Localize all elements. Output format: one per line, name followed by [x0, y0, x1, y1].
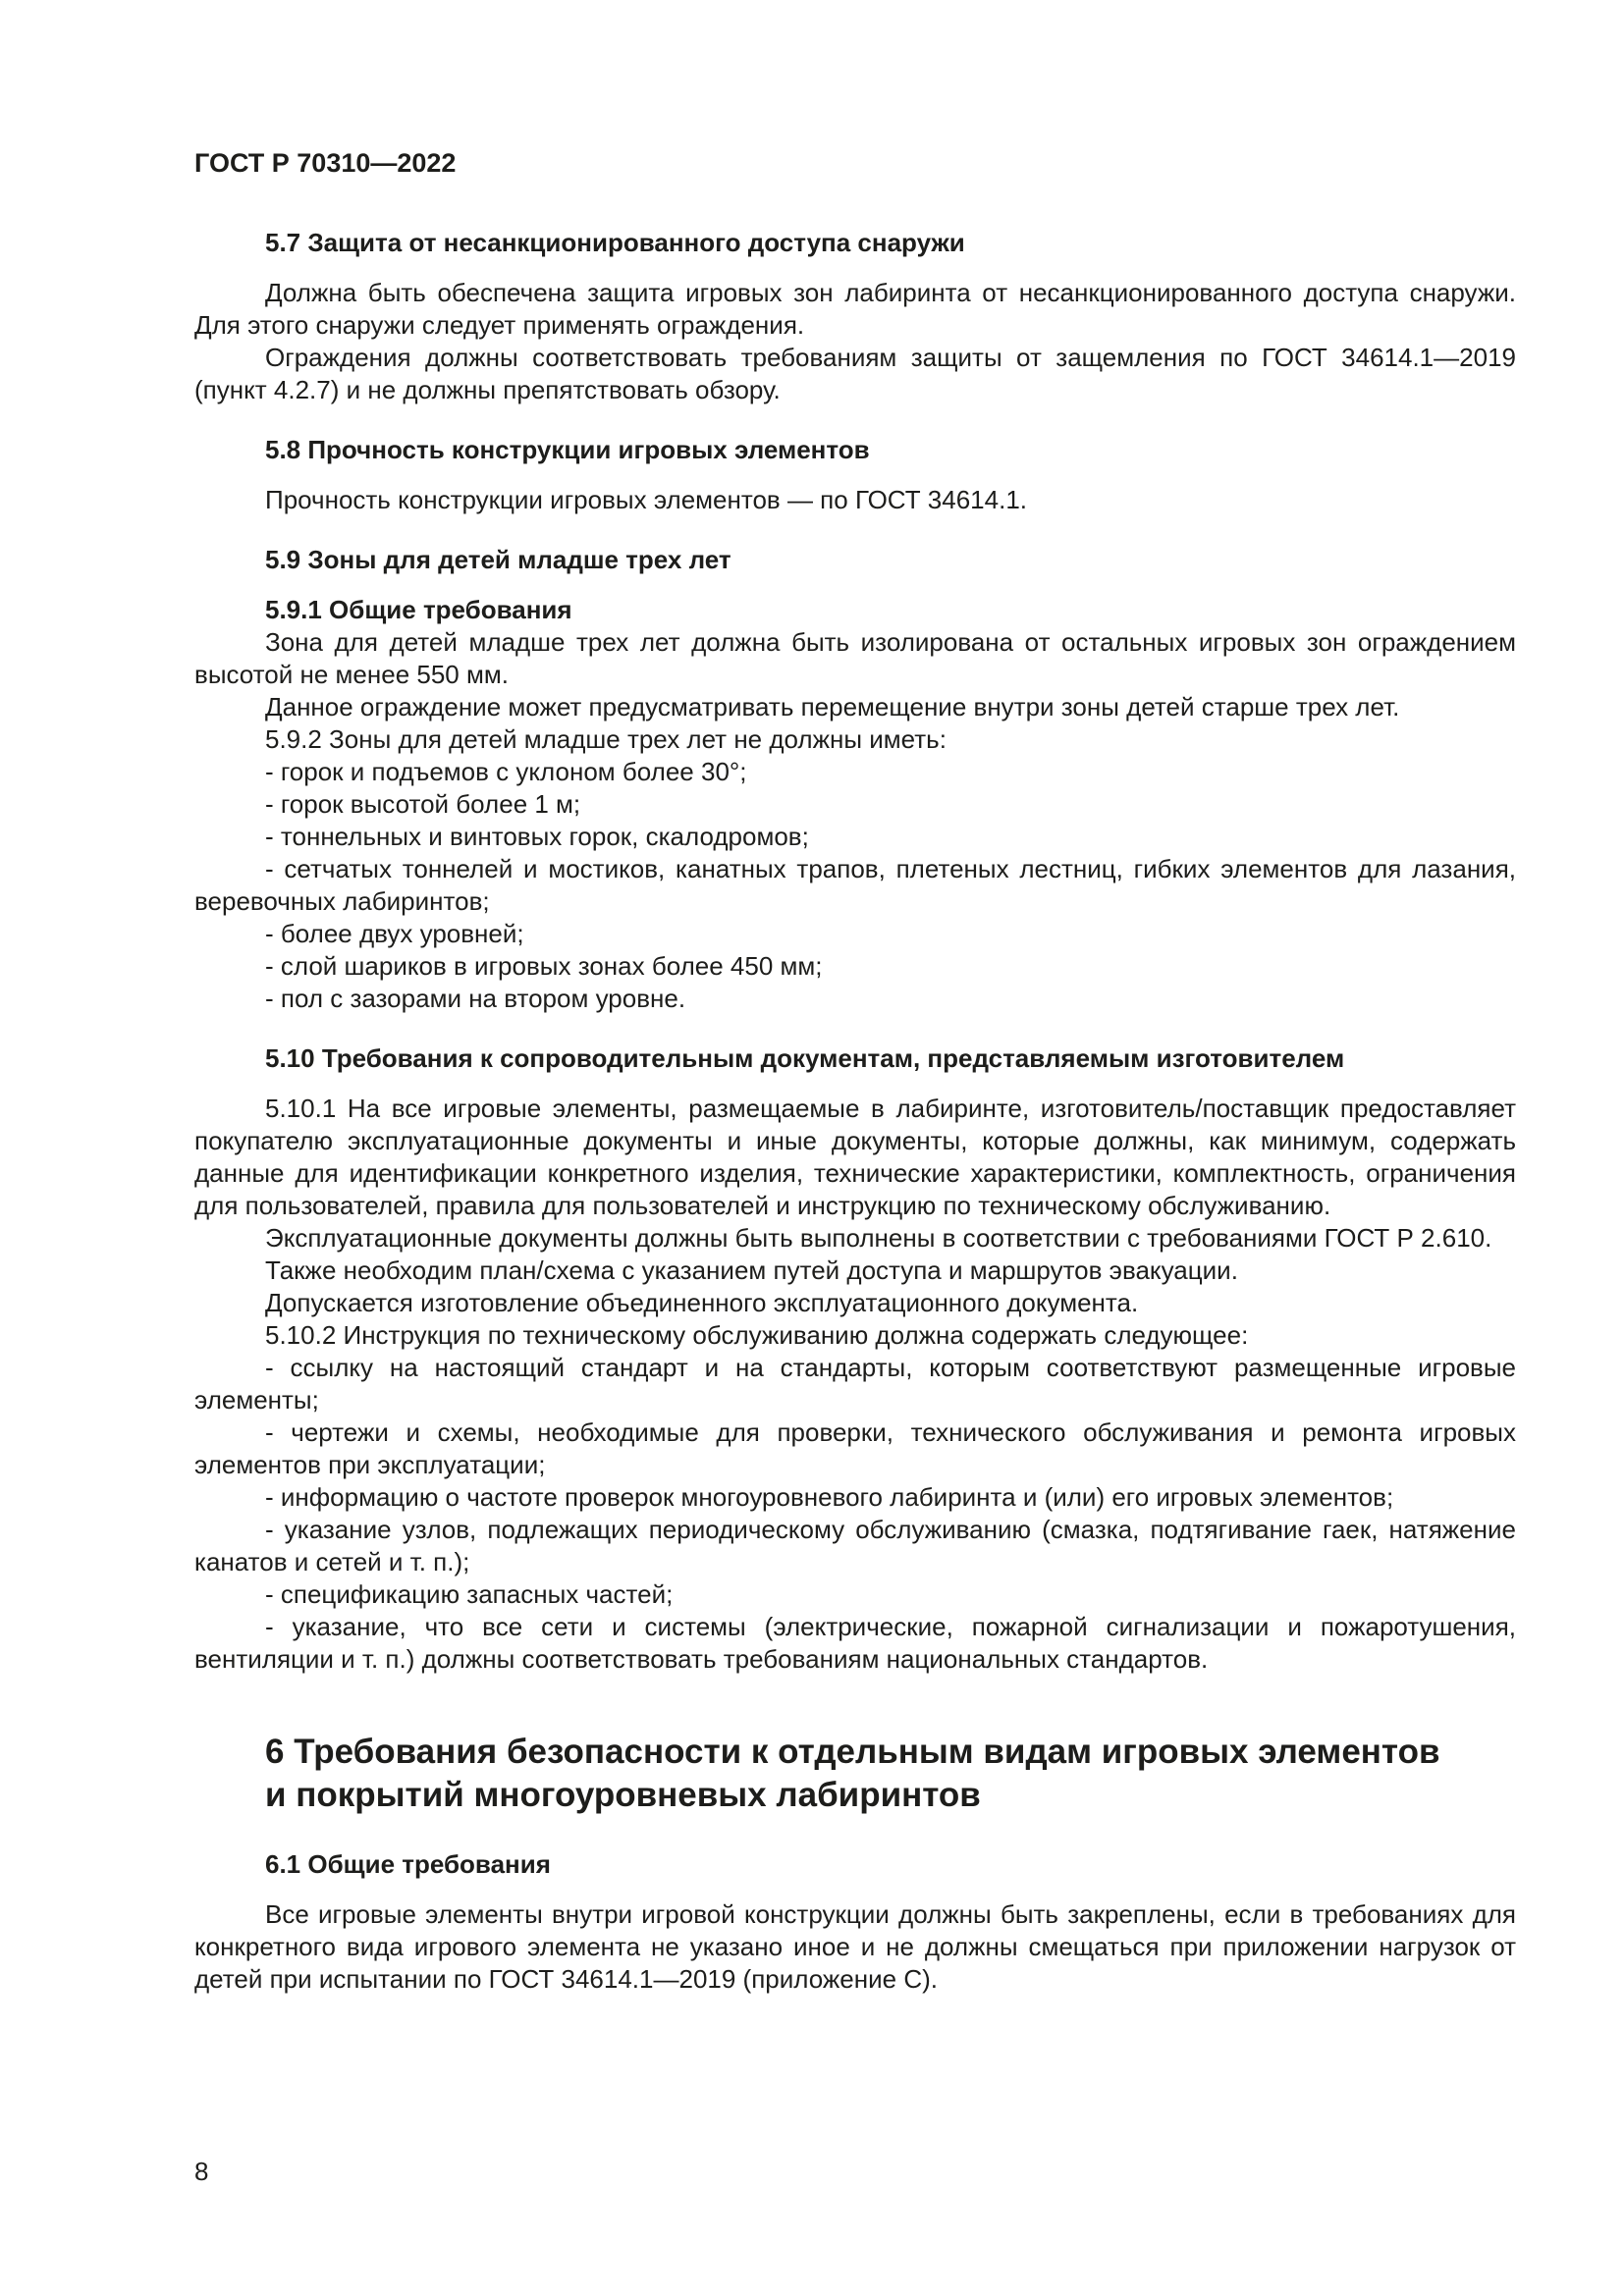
list-item: - спецификацию запасных частей; — [265, 1579, 674, 1609]
section-5-10-2-intro: 5.10.2 Инструкция по техническому обслуживанию должна содержать следующее: — [265, 1320, 1249, 1350]
chapter-6-title-line-2: и покрытий многоуровневых лабиринтов — [265, 1776, 981, 1814]
document-page — [194, 147, 1516, 1996]
list-item: - горок высотой более 1 м; — [265, 789, 581, 819]
list-item: - информацию о частоте проверок многоуровневого лабиринта и (или) его игровых элементов; — [265, 1482, 1394, 1512]
list-item: - указание узлов, подлежащих периодическому обслуживанию (смазка, подтягивание гаек, натяжение канатов и сетей и т. п.); — [194, 1515, 1516, 1576]
section-5-9-title: 5.9 Зоны для детей младше трех лет — [265, 545, 731, 574]
section-5-9-1-title: 5.9.1 Общие требования — [265, 595, 572, 624]
section-5-10-title: 5.10 Требования к сопроводительным документам, представляемым изготовителем — [265, 1043, 1345, 1073]
section-5-9-1-paragraph-1: Зона для детей младше трех лет должна быть изолирована от остальных игровых зон ограждением высотой не менее 550 мм. — [194, 627, 1516, 689]
section-5-8-title: 5.8 Прочность конструкции игровых элементов — [265, 435, 870, 464]
section-6-1-title: 6.1 Общие требования — [265, 1849, 551, 1879]
section-5-8-paragraph-1: Прочность конструкции игровых элементов — по ГОСТ 34614.1. — [265, 485, 1028, 514]
section-5-10-paragraph-4: Допускается изготовление объединенного эксплуатационного документа. — [265, 1288, 1139, 1317]
list-item: - указание, что все сети и системы (электрические, пожарной сигнализации и пожаротушения, вентиляции и т. п.) должны соответствовать требованиям национальных стандартов. — [194, 1612, 1516, 1674]
list-item: - ссылку на настоящий стандарт и на стандарты, которым соответствуют размещенные игровые элементы; — [194, 1353, 1516, 1415]
section-5-9-2-intro: 5.9.2 Зоны для детей младше трех лет не должны иметь: — [265, 724, 947, 754]
list-item: - чертежи и схемы, необходимые для проверки, технического обслуживания и ремонта игровых элементов при эксплуатации; — [194, 1417, 1516, 1479]
list-item: - слой шариков в игровых зонах более 450 мм; — [265, 951, 823, 981]
list-item: - сетчатых тоннелей и мостиков, канатных трапов, плетеных лестниц, гибких элементов для лазания, веревочных лабиринтов; — [194, 854, 1516, 916]
section-5-10-1-paragraph: 5.10.1 На все игровые элементы, размещаемые в лабиринте, изготовитель/поставщик предоставляет покупателю эксплуатационные документы и иные документы, которые должны, как минимум, содержать данные для идентификации конкретного изделия, технические характеристики, комплектность, ограничения для пользователей, правила для пользователей и инструкцию по техническому обслуживанию. — [194, 1094, 1516, 1220]
page-number: 8 — [194, 2157, 209, 2186]
list-item: - горок и подъемов с уклоном более 30°; — [265, 757, 747, 786]
section-5-7-paragraph-1: Должна быть обеспечена защита игровых зон лабиринта от несанкционированного доступа снаружи. Для этого снаружи следует применять ограждения. — [194, 278, 1516, 340]
list-item: - более двух уровней; — [265, 919, 524, 948]
list-item: - пол с зазорами на втором уровне. — [265, 984, 686, 1013]
section-5-9-2-list — [194, 756, 1516, 1015]
section-5-7-paragraph-2: Ограждения должны соответствовать требованиям защиты от защемления по ГОСТ 34614.1—2019 (пункт 4.2.7) и не должны препятствовать обзору. — [194, 343, 1516, 404]
section-5-7-title: 5.7 Защита от несанкционированного доступа снаружи — [265, 228, 965, 257]
chapter-6-title-line-1: 6 Требования безопасности к отдельным видам игровых элементов — [265, 1733, 1440, 1771]
section-6-1-paragraph-1: Все игровые элементы внутри игровой конструкции должны быть закреплены, если в требованиях для конкретного вида игрового элемента не указано иное и не должны смещаться при приложении нагрузок от детей при испытании по ГОСТ 34614.1—2019 (приложение С). — [194, 1899, 1516, 1994]
section-5-10-paragraph-2: Эксплуатационные документы должны быть выполнены в соответствии с требованиями ГОСТ Р 2.610. — [265, 1223, 1492, 1253]
section-5-10-2-list — [194, 1352, 1516, 1676]
section-5-10-paragraph-3: Также необходим план/схема с указанием путей доступа и маршрутов эвакуации. — [265, 1255, 1238, 1285]
section-5-9-1-paragraph-2: Данное ограждение может предусматривать перемещение внутри зоны детей старше трех лет. — [265, 692, 1400, 721]
chapter-6-title — [194, 1731, 1516, 1817]
document-header: ГОСТ Р 70310—2022 — [194, 148, 457, 178]
list-item: - тоннельных и винтовых горок, скалодромов; — [265, 822, 809, 851]
